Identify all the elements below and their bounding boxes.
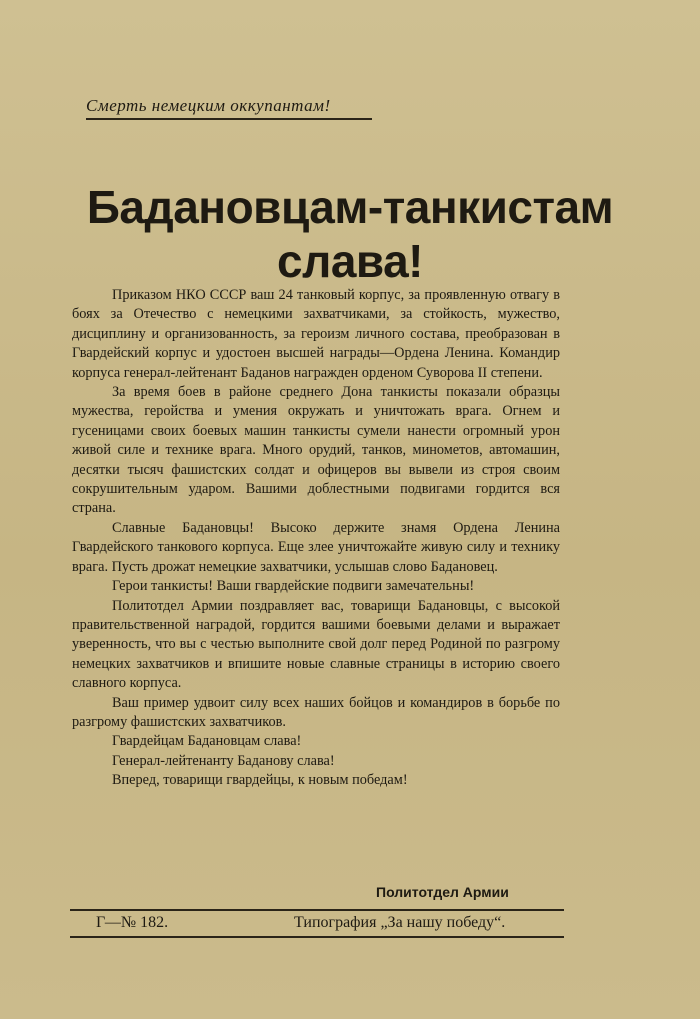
- footer-print-number: Г—№ 182.: [96, 914, 169, 931]
- paragraph: Славные Бадановцы! Высоко держите знамя Ордена Ленина Гвардейского танкового корпуса. Еще злее уничтожайте живую силу и технику врага. Пусть дрожат немецкие захватчики, услышав слово Бадановец.: [72, 519, 560, 575]
- header-slogan: Смерть немецким оккупантам!: [86, 96, 372, 120]
- title-line-1: Бадановцам-танкистам: [86, 181, 614, 233]
- body-text: [72, 286, 560, 791]
- paragraph: Генерал-лейтенанту Баданову слава!: [112, 752, 335, 769]
- title-line-2: слава!: [277, 235, 423, 287]
- paragraph: Гвардейцам Бадановцам слава!: [112, 733, 302, 750]
- footer-divider-top: [70, 909, 564, 911]
- paragraph: Приказом НКО СССР ваш 24 танковый корпус, за проявленную отвагу в боях за Отечество с немецкими захватчиками, за стойкость, мужество, дисциплину и организованность, за героизм личного состава, преобразован в Гвардейский корпус и удостоен высшей награды—Ордена Ленина. Командир корпуса генерал-лейтенант Баданов награжден орденом Суворова II степени.: [72, 287, 560, 381]
- signature: Политотдел Армии: [376, 884, 509, 900]
- paragraph: За время боев в районе среднего Дона танкисты показали образцы мужества, геройства и умения окружать и уничтожать врага. Огнем и гусеницами своих боевых машин танкисты сумели нанести огромный урон живой силе и технике врага. Много орудий, танков, минометов, автомашин, десятки тысяч фашистских солдат и офицеров вы вывели из строя своим сокрушительным ударом. Вашими доблестными подвигами гордится вся страна.: [72, 384, 560, 517]
- footer-divider-bottom: [70, 936, 564, 938]
- footer-printer: Типография „За нашу победу“.: [294, 914, 506, 931]
- paragraph: Герои танкисты! Ваши гвардейские подвиги замечательны!: [112, 578, 475, 595]
- paragraph: Ваш пример удвоит силу всех наших бойцов и командиров в борьбе по разгрому фашистских захватчиков.: [72, 694, 560, 730]
- paragraph: Вперед, товарищи гвардейцы, к новым победам!: [112, 772, 408, 789]
- paragraph: Политотдел Армии поздравляет вас, товарищи Бадановцы, с высокой правительственной наградой, гордится вашими боевыми делами и выражает уверенность, что вы с честью выполните свой долг перед Родиной по разгрому немецких захватчиков и впишите новые славные страницы в историю своего славного корпуса.: [72, 597, 560, 692]
